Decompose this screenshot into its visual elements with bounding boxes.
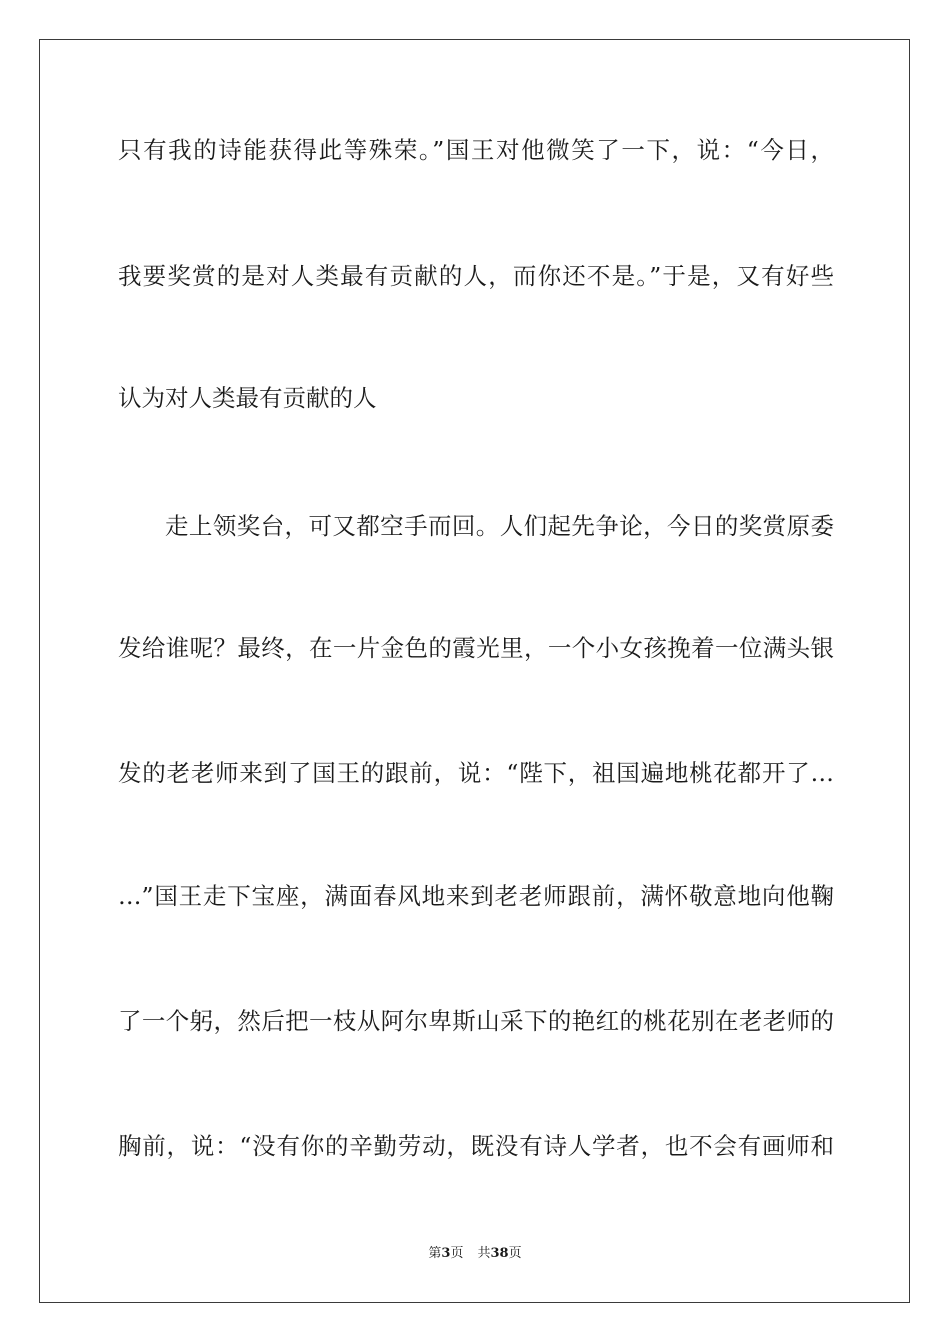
total-suffix: 页	[508, 1246, 522, 1261]
text-line: 我要奖赏的是对人类最有贡献的人，而你还不是。”于是，又有好些	[118, 262, 834, 290]
page-suffix: 页	[450, 1246, 464, 1261]
text-line: 发给谁呢？最终，在一片金色的霞光里，一个小女孩挽着一位满头银	[118, 634, 834, 662]
text-line: 了一个躬，然后把一枝从阿尔卑斯山采下的艳红的桃花别在老老师的	[118, 1007, 834, 1035]
text-line: …”国王走下宝座，满面春风地来到老老师跟前，满怀敬意地向他鞠	[118, 882, 834, 910]
page-border	[39, 39, 910, 1303]
page-number: 3	[441, 1246, 451, 1261]
page-prefix: 第	[428, 1246, 442, 1261]
text-line-paragraph-start: 走上领奖台，可又都空手而回。人们起先争论，今日的奖赏原委	[165, 512, 834, 540]
text-line: 只有我的诗能获得此等殊荣。”国王对他微笑了一下，说：“今日，	[118, 136, 834, 164]
total-pages: 38	[490, 1246, 509, 1261]
page-footer	[0, 1246, 950, 1262]
text-line: 胸前，说：“没有你的辛勤劳动，既没有诗人学者，也不会有画师和	[118, 1132, 834, 1160]
text-line: 认为对人类最有贡献的人	[118, 384, 377, 412]
text-line: 发的老老师来到了国王的跟前，说：“陛下，祖国遍地桃花都开了…	[118, 759, 834, 787]
total-prefix: 共	[477, 1246, 491, 1261]
